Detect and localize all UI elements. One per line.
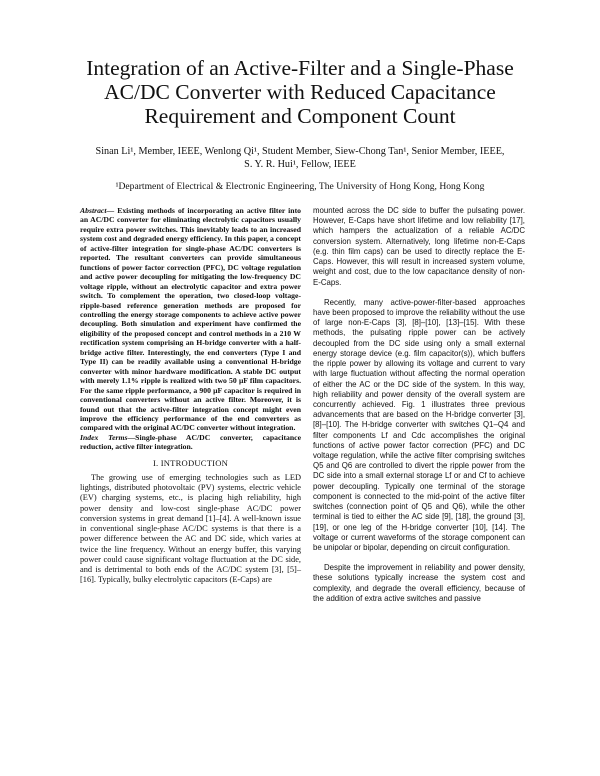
body-paragraph: Recently, many active-power-filter-based approaches have been proposed to improve the reliability without the use of large non-E-Caps [3], [8]–[10], [13]–[15]. With these methods, the pulsating ripple power can be actively decoupled from the DC side using only a small external energy storage device (e.g. film capacitor(s)), which buffers the ripple power by allowing its voltage and current to vary with large fluctuation without affecting the normal operation of either the AC or the DC side of the system. In this way, high reliability and power density of the overall system are concurrently achieved. Fig. 1 illustrates three previous advancements that are based on the H-bridge converter [3], [8]–[10]. The H-bridge converter with switches Q1–Q4 and filter components Lf and Cdc accomplishes the original functions of active power factor correction (PFC) and DC voltage regulation, while the active filter comprising switches Q5 and Q6 are controlled to divert the ripple power from the DC side into a small external storage Lf or and Cf to achieve power decoupling. Typically one terminal of the storage component is connected to the mid-point of the active filter switches (connection point of Q5 and Q6), while the other terminal is tied to either the AC side [9], [18], the ground [3], [19], or one leg of the H-bridge converter [10], [14]. The voltage or current waveforms of the storage component can be unipolar or bipolar, depending on circuit configuration. — [313, 297, 525, 552]
abstract — [80, 206, 301, 433]
body-paragraph: mounted across the DC side to buffer the pulsating power. However, E-Caps have short lifetime and low reliability [17], which hampers the actualization of a reliable AC/DC conversion system. Alternatively, long lifetime non-E-Caps (e.g. thin film caps) can be used to directly replace the E-Caps. However, this will result in increased system volume, weight and cost, due to the low capacitance density of non-E-Caps. — [313, 206, 525, 287]
title-line: Integration of an Active-Filter and a Single-Phase — [86, 56, 514, 80]
index-terms-text: —Single-phase AC/DC converter, capacitance reduction, active filter integration. — [80, 432, 301, 452]
left-column — [80, 206, 301, 586]
authors-line-2: S. Y. R. Hui¹, Fellow, IEEE — [244, 159, 356, 170]
title-line: AC/DC Converter with Reduced Capacitance — [104, 80, 496, 104]
author-list — [40, 145, 560, 171]
authors-line-1: Sinan Li¹, Member, IEEE, Wenlong Qi¹, Student Member, Siew-Chong Tan¹, Senior Member, IEEE, — [95, 146, 505, 157]
index-terms-lead: Index Terms — [80, 432, 128, 442]
affiliation: ¹Department of Electrical & Electronic Engineering, The University of Hong Kong, Hong Kong — [115, 181, 485, 192]
abstract-text: Existing methods of incorporating an active filter into an AC/DC converter for eliminating electrolytic capacitors usually require extra power switches. This inevitably leads to an increased system cost and degraded energy efficiency. In this paper, a concept of active-filter integration for single-phase AC/DC converters is reported. The resultant converters can provide simultaneous functions of power factor correction (PFC), DC voltage regulation and active power decoupling for mitigating the low-frequency DC voltage ripple, without an electrolytic capacitor and extra power switch. To complement the operation, two closed-loop voltage-ripple-based reference generation methods are proposed for controlling the energy storage components to achieve active power decoupling. Both simulation and experiment have confirmed the eligibility of the proposed concept and control methods in a 210 W rectification system comprising an H-bridge converter with a half-bridge active filter. Interestingly, the end converters (Type I and Type II) can be readily available using a conventional H-bridge converter with minor hardware modification. A stable DC output with merely 1.1% ripple is realized with two 50 μF film capacitors. For the same ripple performance, a 900 μF capacitor is required in conventional converters without an active filter. Moreover, it is found out that the active-filter integration concept might even improve the efficiency performance of the end converters as compared with the original AC/DC converter without integration. — [80, 206, 301, 433]
intro-paragraph: The growing use of emerging technologies such as LED lightings, distributed photovoltaic (PV) systems, electric vehicle (EV) charging systems, etc., is placing high reliability, high power density and low-cost single-phase AC/DC power conversion systems in great demand [1]–[4]. A well-known issue in conventional single-phase AC/DC systems is that there is a power difference between the AC and DC side, which varies at twice the line frequency. Without an energy buffer, this varying power could cause significant voltage fluctuation at the DC side, and is detrimental to both ends of the AC/DC system [3], [5]–[16]. Typically, bulky electrolytic capacitors (E-Caps) are — [80, 472, 301, 585]
index-terms — [80, 433, 301, 452]
paper-title — [40, 56, 560, 128]
right-column — [313, 206, 525, 604]
title-line: Requirement and Component Count — [144, 104, 456, 128]
section-heading: I. INTRODUCTION — [152, 457, 229, 468]
body-paragraph: Despite the improvement in reliability and power density, these solutions typically increase the system cost and complexity, and degrade the overall efficiency, because of the addition of extra active switches and passive — [313, 563, 525, 603]
abstract-lead: Abstract— — [80, 206, 115, 215]
